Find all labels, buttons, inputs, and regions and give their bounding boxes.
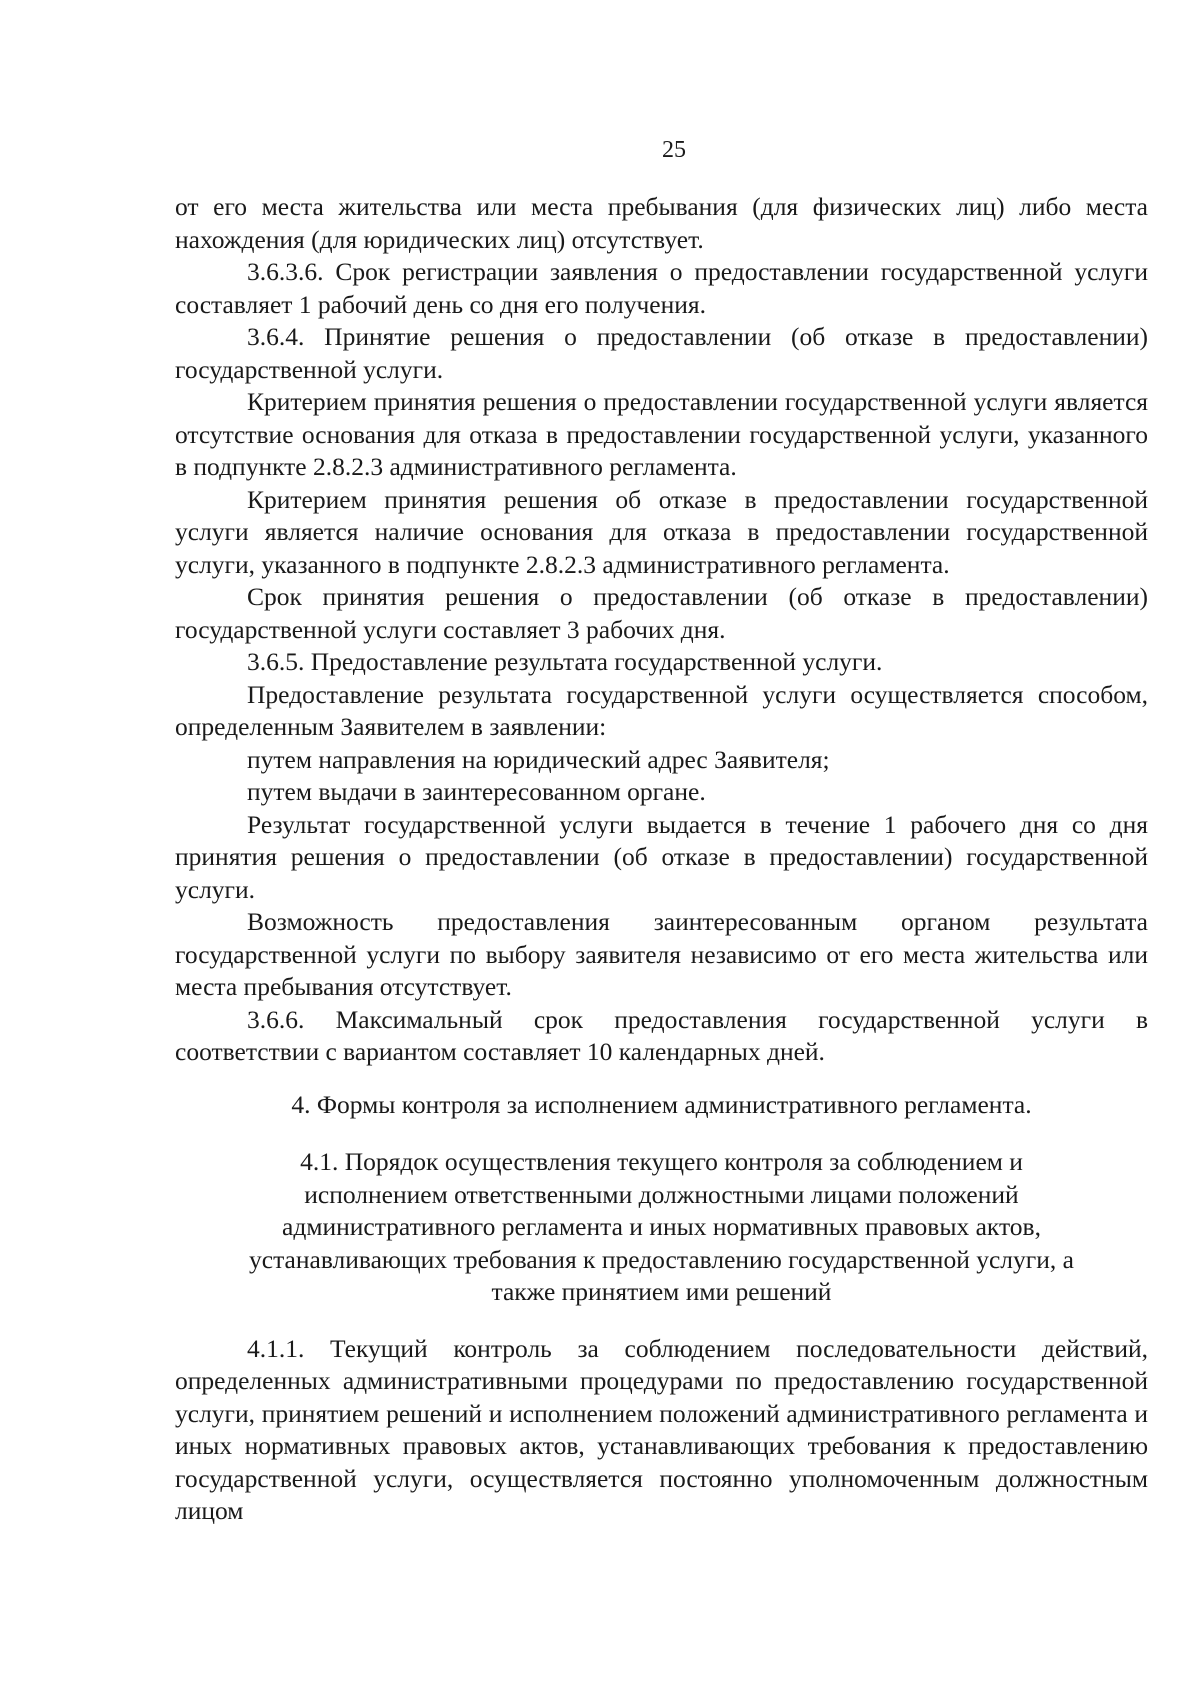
section-title: 4. Формы контроля за исполнением административного регламента. — [291, 1089, 1032, 1119]
paragraph-3-6-6: 3.6.6. Максимальный срок предоставления государственной услуги в соответствии с вариантом составляет 10 календарных дней. — [175, 1004, 1148, 1066]
paragraph-3-6-5: 3.6.5. Предоставление результата государственной услуги. — [247, 647, 883, 676]
page-number: 25 — [662, 137, 686, 163]
paragraph-criterion-refusal: Критерием принятия решения об отказе в предоставлении государственной услуги является наличие основания для отказа в предоставлении государственной услуги, указанного в подпункте 2.8.2.3 административного регламента. — [175, 484, 1148, 579]
paragraph-result-possibility: Возможность предоставления заинтересованным органом результата государственной услуги по выбору заявителя независимо от его места жительства или места пребывания отсутствует. — [175, 907, 1148, 1001]
paragraph-decision-term: Срок принятия решения о предоставлении (об отказе в предоставлении) государственной услуги составляет 3 рабочих дня. — [175, 582, 1148, 644]
paragraph-3-6-3-6: 3.6.3.6. Срок регистрации заявления о предоставлении государственной услуги составляет 1 рабочий день со дня его получения. — [175, 257, 1148, 319]
paragraph-criterion-grant: Критерием принятия решения о предоставлении государственной услуги является отсутствие основания для отказа в предоставлении государственной услуги, указанного в подпункте 2.8.2.3 административного регламента. — [175, 387, 1148, 481]
paragraph-continuation: от его места жительства или места пребывания (для физических лиц) либо места нахождения (для юридических лиц) отсутствует. — [175, 192, 1148, 254]
paragraph-3-6-4: 3.6.4. Принятие решения о предоставлении (об отказе в предоставлении) государственной услуги. — [175, 322, 1148, 384]
paragraph-4-1-1: 4.1.1. Текущий контроль за соблюдением последовательности действий, определенных административными процедурами по предоставлению государственной услуги, принятием решений и исполнением положений административного регламента и иных нормативных правовых актов, устанавливающих требования к предоставлению государственной услуги, осуществляется постоянно уполномоченным должностным лицом — [175, 1333, 1148, 1525]
paragraph-result-method: Предоставление результата государственной услуги осуществляется способом, определенным Заявителем в заявлении: — [175, 679, 1148, 741]
paragraph-result-term: Результат государственной услуги выдается в течение 1 рабочего дня со дня принятия решения о предоставлении (об отказе в предоставлении) государственной услуги. — [175, 809, 1148, 904]
paragraph-method-address: путем направления на юридический адрес Заявителя; — [247, 744, 830, 774]
subsection-title: 4.1. Порядок осуществления текущего контроля за соблюдением и исполнением ответственными должностными лицами положений административного регламента и иных нормативных правовых актов, устанавливающих требования к предоставлению государственной услуги, а также принятием ими решений — [249, 1147, 1074, 1306]
paragraph-method-issue: путем выдачи в заинтересованном органе. — [247, 777, 706, 806]
document-body — [175, 191, 1148, 1528]
